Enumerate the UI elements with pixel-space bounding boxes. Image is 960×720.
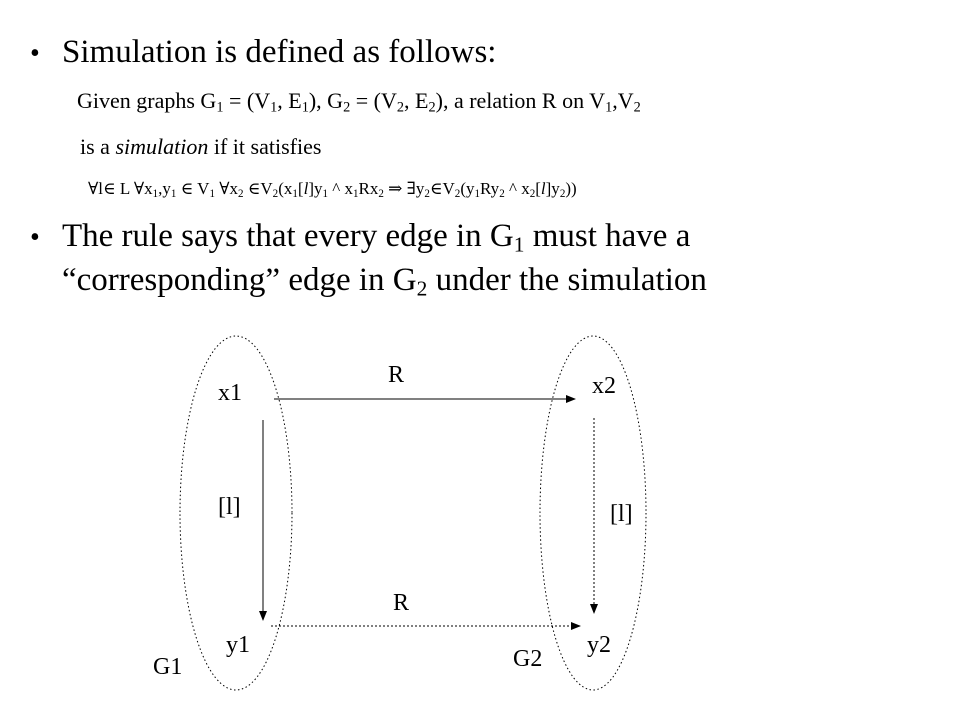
graph1-label: G1 xyxy=(153,654,183,680)
bullet-marker: • xyxy=(30,222,40,253)
edge-label-top: R xyxy=(388,362,405,388)
definition-line1: Given graphs $G_1 = (V_1$, $E_1$), $G_2 = (V_2$, $E_2$), a relation R on $V_1,V_2$ xyxy=(77,88,641,116)
edge-label-bottom: R xyxy=(393,590,410,616)
node-y2: y2 xyxy=(587,632,611,658)
graph2-label: G2 xyxy=(513,646,543,672)
node-x1: x1 xyxy=(218,380,242,406)
node-y1: y1 xyxy=(226,632,250,658)
simulation-formula: ∀l∈ L $\forall x_1,y_1$ ∈ $V_1$ $\forall x_2$ $\in V_2(x_1[l]y_1$ ^ $x_1Rx_2$ ⇒ $\exists y_2\in V_2(y_1Ry_2$ ^ $x_2[l]y_2$)) xyxy=(88,179,577,200)
edge-label-left: [l] xyxy=(218,494,241,520)
edge-label-right: [l] xyxy=(610,501,633,527)
bullet2-line1: The rule says that every edge in $G_1$ must have a xyxy=(62,218,691,257)
node-x2: x2 xyxy=(592,373,616,399)
definition-line2: is a simulation if it satisfies xyxy=(80,134,322,159)
bullet-marker: • xyxy=(30,38,40,69)
bullet1-text: Simulation is defined as follows: xyxy=(62,34,497,70)
bullet2-line2: “corresponding” edge in $G_2$ under the simulation xyxy=(62,262,707,301)
